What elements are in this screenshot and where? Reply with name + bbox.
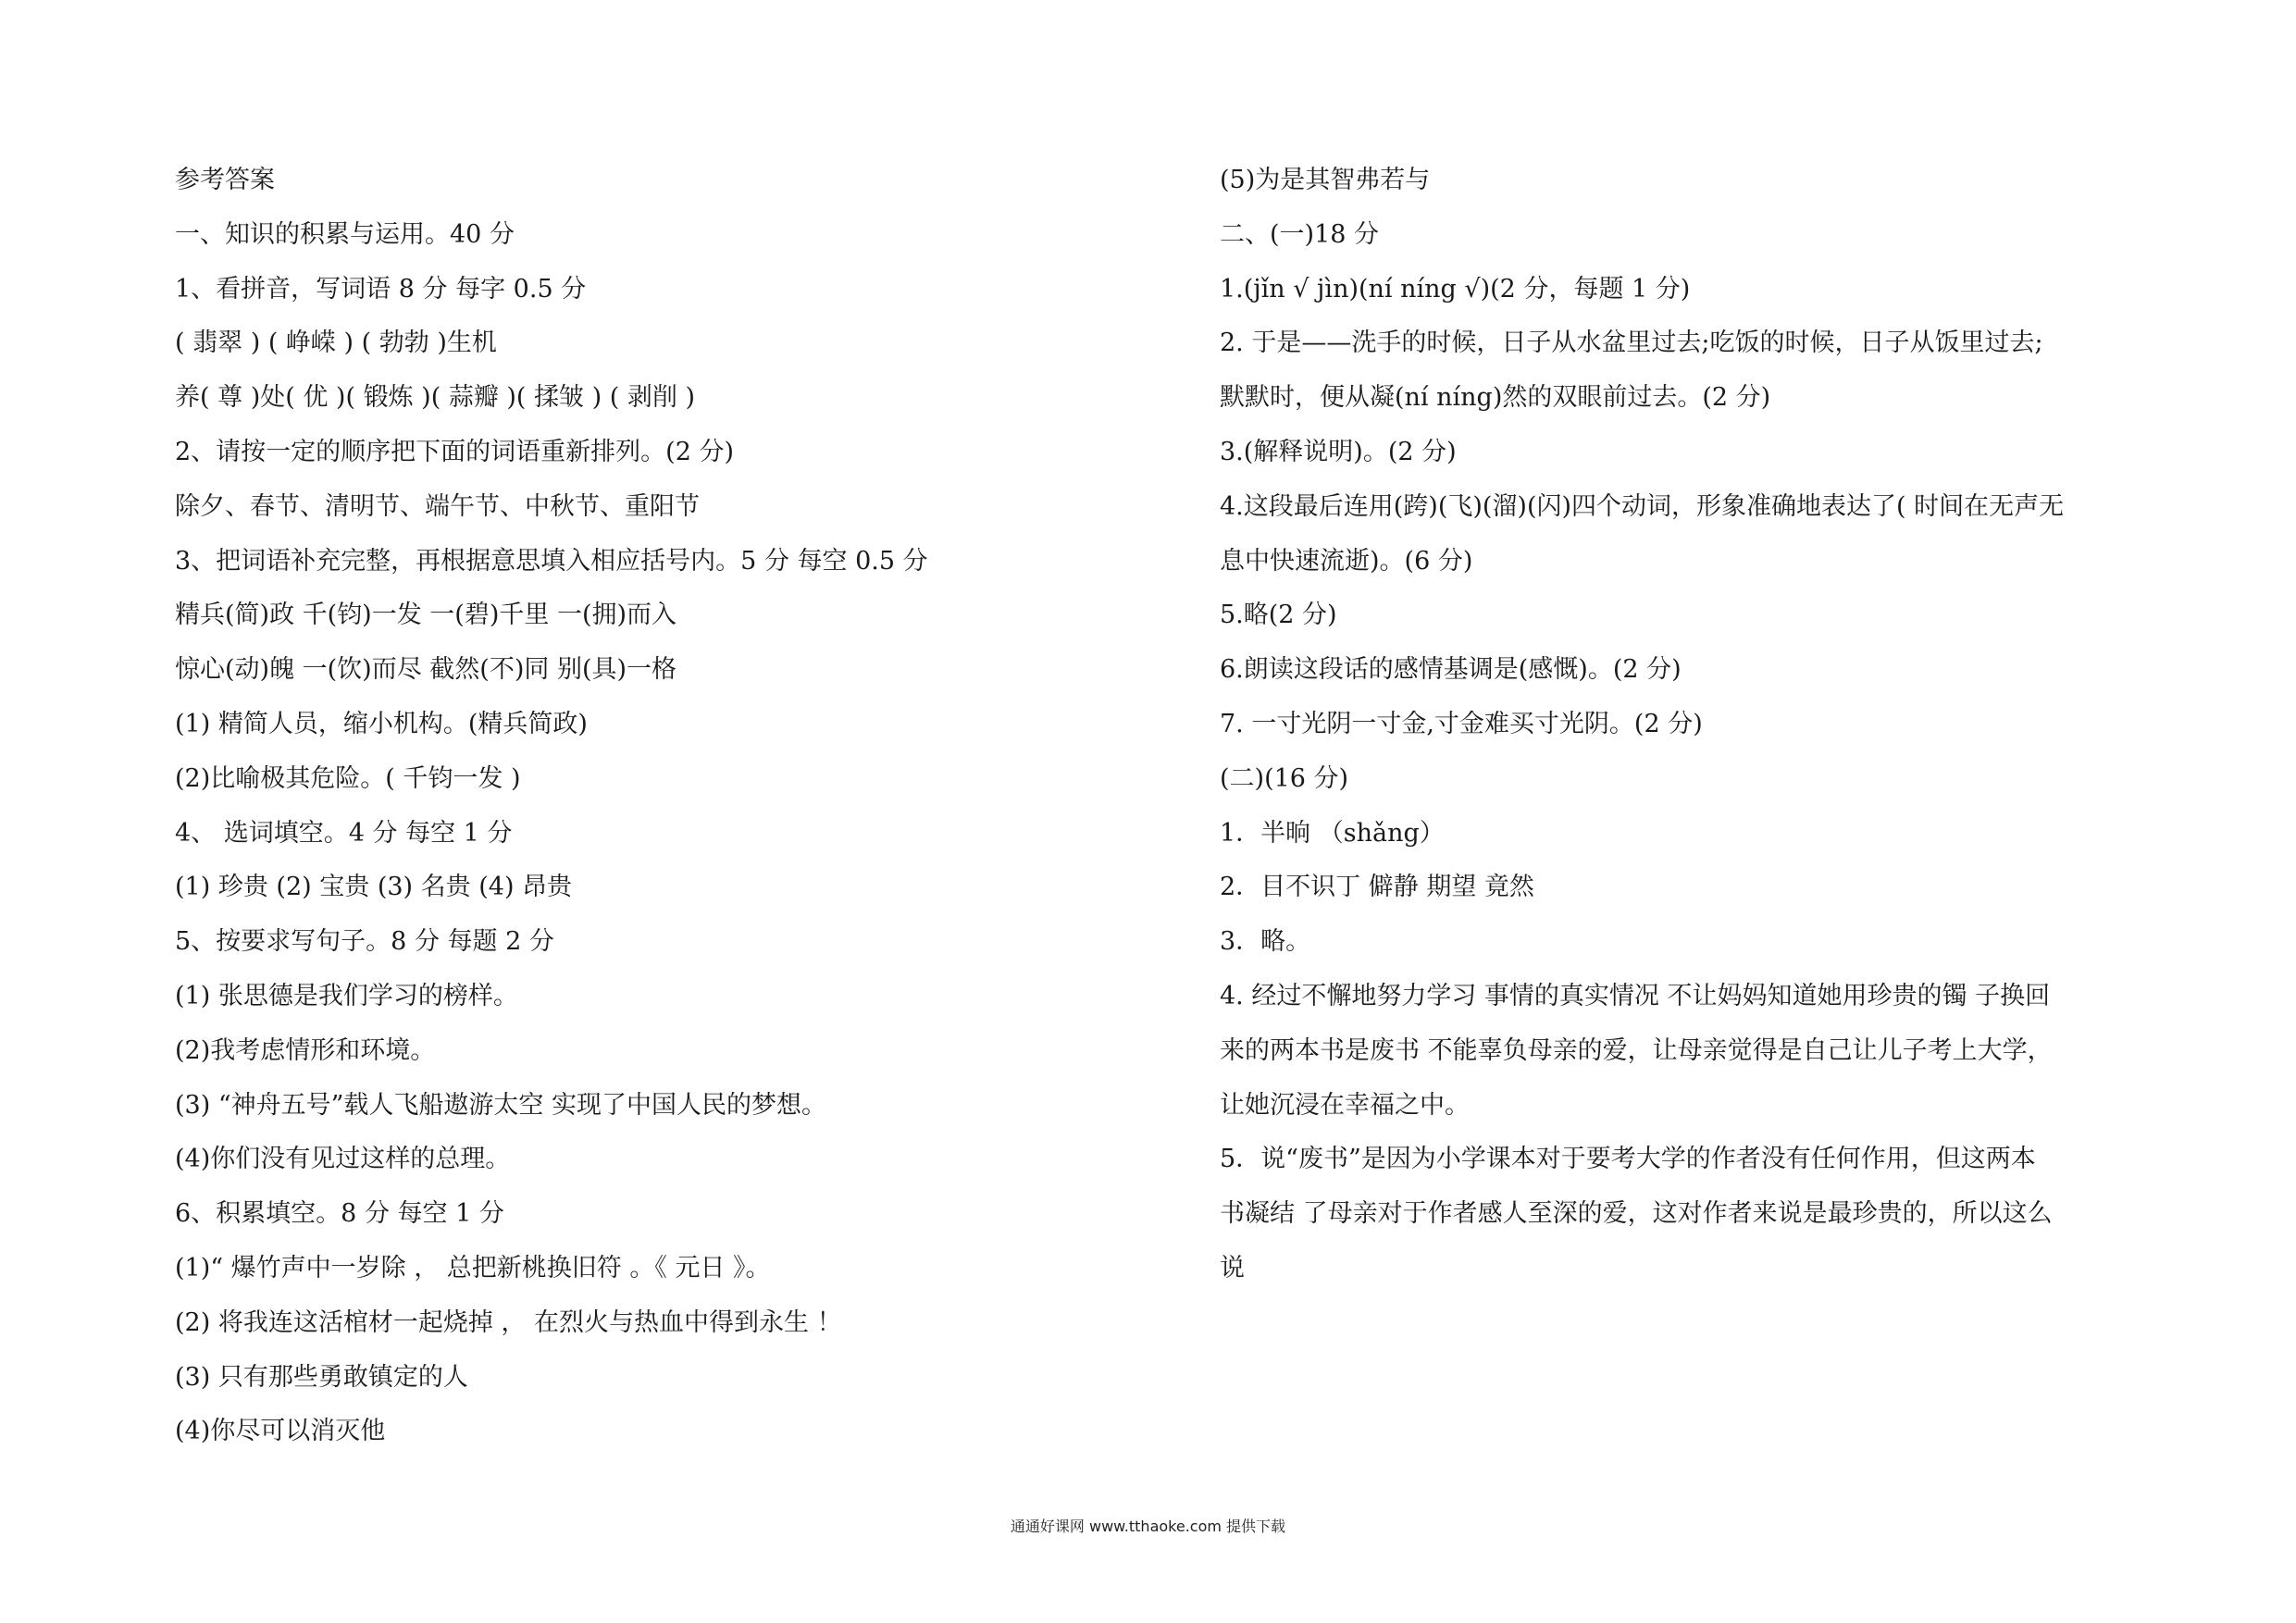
answer-line: 5、按要求写句子。8 分 每题 2 分 xyxy=(175,927,554,957)
answer-line: (2) 将我连这活棺材一起烧掉 ， 在烈火与热血中得到永生 ！ xyxy=(175,1307,842,1337)
answer-line: 一、知识的积累与运用。40 分 xyxy=(175,219,515,249)
answer-line: 1.(jǐn √ jìn)(ní níng √)(2 分，每题 1 分) xyxy=(1220,274,1691,304)
answer-line: 让她沉浸在幸福之中。 xyxy=(1220,1090,1470,1120)
answer-line: 4. 经过不懈地努力学习 事情的真实情况 不让妈妈知道她用珍贵的镯 子换回 xyxy=(1220,981,2051,1010)
answer-line: 2、请按一定的顺序把下面的词语重新排列。(2 分) xyxy=(175,437,735,466)
answer-line: (5)为是其智弗若与 xyxy=(1220,166,1431,194)
answer-line: (1)“ 爆竹声中一岁除 ， 总把新桃换旧符 。《 元日 》。 xyxy=(175,1253,771,1282)
answer-line: 2．目不识丁 僻静 期望 竟然 xyxy=(1220,873,1534,902)
answer-line: 1、看拼音，写词语 8 分 每字 0.5 分 xyxy=(175,274,587,304)
answer-line: 二、(一)18 分 xyxy=(1220,219,1380,249)
left-answer-column xyxy=(175,154,1147,1459)
answer-line: (1) 张思德是我们学习的榜样。 xyxy=(175,981,518,1010)
answer-line: ( 翡翠 ) ( 峥嵘 ) ( 勃勃 )生机 xyxy=(175,328,497,358)
answer-line: 3．略。 xyxy=(1220,927,1311,957)
answer-line: 除夕、春节、清明节、端午节、中秋节、重阳节 xyxy=(175,491,700,521)
answer-line: 惊心(动)魄 一(饮)而尽 截然(不)同 别(具)一格 xyxy=(175,655,677,685)
answer-line: 来的两本书是废书 不能辜负母亲的爱，让母亲觉得是自己让儿子考上大学， xyxy=(1220,1035,2053,1065)
answer-line: 说 xyxy=(1220,1253,1245,1282)
answer-line: 4、 选词填空。4 分 每空 1 分 xyxy=(175,818,513,848)
answer-line: (1) 珍贵 (2) 宝贵 (3) 名贵 (4) 昂贵 xyxy=(175,873,573,902)
answer-line: 默默时，便从凝(ní níng)然的双眼前过去。(2 分) xyxy=(1220,383,1771,413)
answer-line: 6、积累填空。8 分 每空 1 分 xyxy=(175,1199,504,1229)
answer-line: 7. 一寸光阴一寸金,寸金难买寸光阴。(2 分) xyxy=(1220,709,1703,738)
answer-line: (3) 只有那些勇敢镇定的人 xyxy=(175,1362,468,1392)
answer-line: 4.这段最后连用(跨)(飞)(溜)(闪)四个动词，形象准确地表达了( 时间在无声无 xyxy=(1220,491,2065,521)
answer-line: 参考答案 xyxy=(175,166,275,194)
answer-line: (4)你们没有见过这样的总理。 xyxy=(175,1145,511,1174)
answer-line: (1) 精简人员，缩小机构。(精兵简政) xyxy=(175,709,588,738)
answer-line: 2. 于是——洗手的时候，日子从水盆里过去;吃饭的时候，日子从饭里过去; xyxy=(1220,328,2043,358)
download-source-footer: 通通好课网 www.tthaoke.com 提供下载 xyxy=(1010,1518,1286,1535)
answer-line: 6.朗读这段话的感情基调是(感慨)。(2 分) xyxy=(1220,655,1682,685)
answer-line: 5.略(2 分) xyxy=(1220,601,1337,630)
answer-line: 1．半晌 （shǎng） xyxy=(1220,818,1445,848)
answer-line: 养( 尊 )处( 优 )( 锻炼 )( 蒜瓣 )( 揉皱 ) ( 剥削 ) xyxy=(175,383,695,413)
answer-line: 精兵(简)政 千(钧)一发 一(碧)千里 一(拥)而入 xyxy=(175,601,677,630)
right-answer-column xyxy=(1220,154,2164,1296)
answer-line: 3、把词语补充完整，再根据意思填入相应括号内。5 分 每空 0.5 分 xyxy=(175,546,928,576)
answer-line: (二)(16 分) xyxy=(1220,763,1349,793)
answer-line: 5．说“废书”是因为小学课本对于要考大学的作者没有任何作用，但这两本 xyxy=(1220,1145,2036,1174)
answer-line: (4)你尽可以消灭他 xyxy=(175,1417,386,1446)
answer-line: 书凝结 了母亲对于作者感人至深的爱，这对作者来说是最珍贵的，所以这么 xyxy=(1220,1199,2053,1229)
answer-line: (2)我考虑情形和环境。 xyxy=(175,1035,436,1065)
answer-line: 息中快速流逝)。(6 分) xyxy=(1220,546,1473,576)
answer-line: (3) “神舟五号”载人飞船遨游太空 实现了中国人民的梦想。 xyxy=(175,1090,827,1120)
answer-line: (2)比喻极其危险。( 千钧一发 ) xyxy=(175,763,521,793)
answer-line: 3.(解释说明)。(2 分) xyxy=(1220,437,1457,466)
